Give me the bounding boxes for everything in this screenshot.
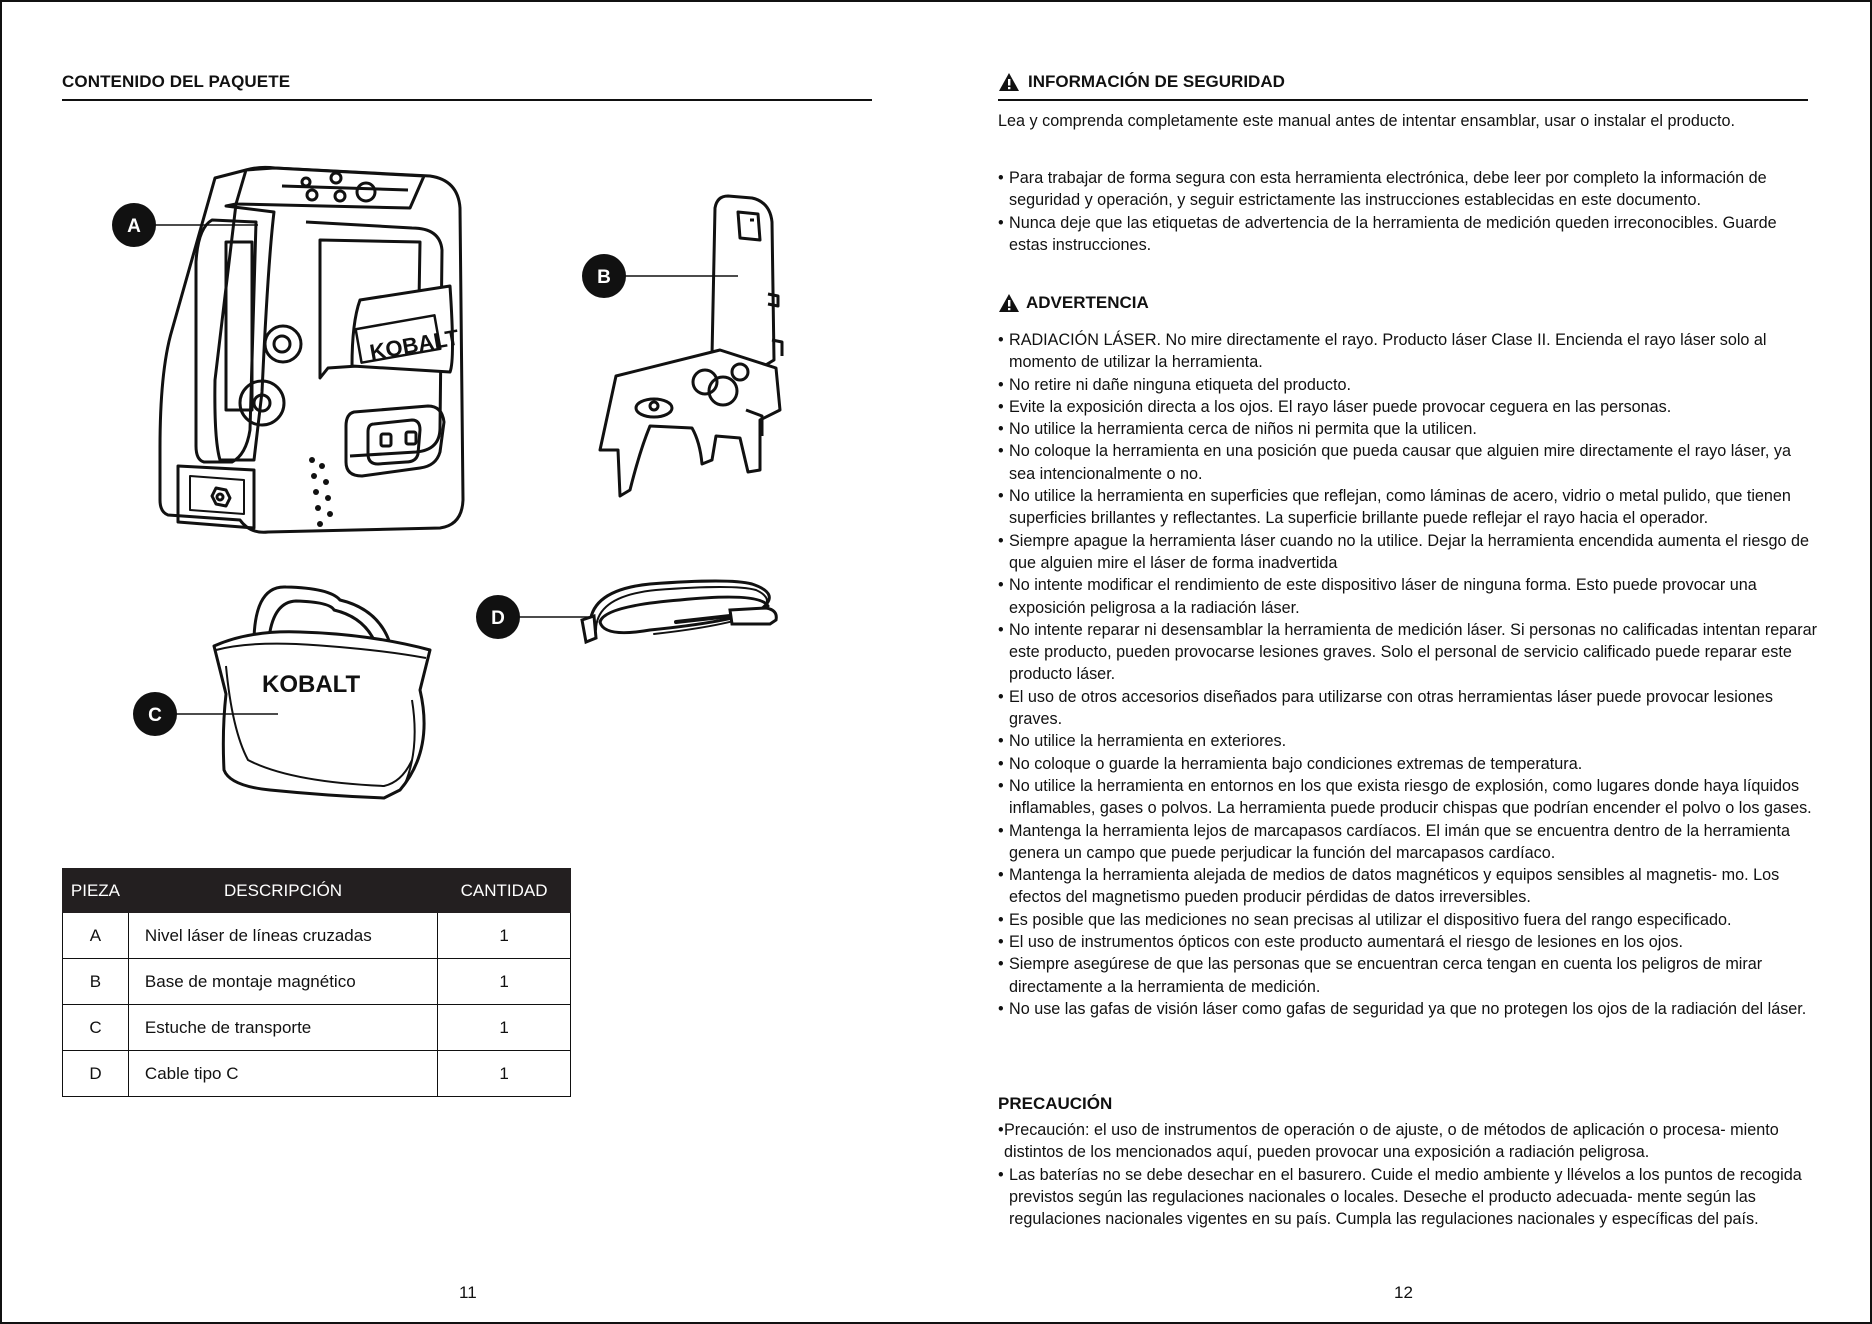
list-item: • El uso de otros accesorios diseñados para utilizarse con otras herramientas láser puede provocar lesiones graves. [998, 686, 1818, 731]
caution-list [998, 1119, 1818, 1230]
part-description: Base de montaje magnético [128, 959, 437, 1005]
list-item: • No utilice la herramienta en superficies que reflejan, como láminas de acero, vidrio o metal pulido, que tienen superficies brillantes y reflectantes. La superficie brillante puede reflejar el rayo hacia el operador. [998, 485, 1818, 530]
laser-level-drawing [160, 167, 463, 532]
intro-paragraph: Lea y comprenda completamente este manual antes de intentar ensamblar, usar o instalar el producto. [998, 112, 1735, 130]
usb-c-cable-drawing [582, 581, 776, 642]
part-quantity: 1 [438, 1051, 571, 1097]
list-item: • RADIACIÓN LÁSER. No mire directamente el rayo. Producto láser Clase II. Encienda el rayo láser solo al momento de utilizar la herramienta. [998, 329, 1818, 374]
list-item: • Siempre apague la herramienta láser cuando no la utilice. Dejar la herramienta encendida aumenta el riesgo de que alguien mire el láser de forma inadvertida [998, 530, 1818, 575]
list-item: • Mantenga la herramienta lejos de marcapasos cardíacos. El imán que se encuentra dentro de la herramienta genera un campo que puede perjudicar la función del marcapasos cardíaco. [998, 820, 1818, 865]
package-contents-heading: CONTENIDO DEL PAQUETE [62, 72, 291, 91]
list-item: • No coloque o guarde la herramienta bajo condiciones extremas de temperatura. [998, 753, 1818, 775]
callout-c [133, 692, 177, 736]
warning-list [998, 329, 1818, 1020]
part-description: Nivel láser de líneas cruzadas [128, 913, 437, 959]
warning-triangle-icon [998, 72, 1020, 92]
right-page [936, 0, 1872, 1324]
table-row [63, 913, 571, 959]
page-number-right: 12 [1394, 1283, 1413, 1302]
list-item: • No retire ni dañe ninguna etiqueta del producto. [998, 374, 1818, 396]
list-item: • No utilice la herramienta en exteriores. [998, 730, 1818, 752]
list-item: • Precaución: el uso de instrumentos de operación o de ajuste, o de métodos de aplicación o procesa- miento distintos de los mencionados aquí, pueden provocar una exposición a radiación peligrosa. [998, 1119, 1818, 1164]
svg-text:A: A [127, 216, 141, 237]
list-item: • No intente modificar el rendimiento de este dispositivo láser de ninguna forma. Esto puede provocar una exposición peligrosa a la radiación láser. [998, 574, 1818, 619]
header-description: DESCRIPCIÓN [128, 869, 437, 913]
list-item: • Las baterías no se debe desechar en el basurero. Cuide el medio ambiente y llévelos a los puntos de recogida previstos según las regulaciones nacionales o locales. Deseche el producto adecuada- mente según las regulaciones nacionales vigentes en su país. Cumpla las regulaciones nacionales y específicas del país. [998, 1164, 1818, 1231]
callout-d [476, 595, 520, 639]
part-letter: C [63, 1005, 129, 1051]
parts-table [62, 868, 571, 1097]
header-part: PIEZA [63, 869, 129, 913]
list-item: • El uso de instrumentos ópticos con este producto aumentará el riesgo de lesiones en los ojos. [998, 931, 1818, 953]
warning-triangle-icon [998, 293, 1020, 313]
svg-text:D: D [491, 608, 505, 629]
warning-heading [998, 293, 1149, 313]
safety-list [998, 167, 1818, 256]
heading-rule [998, 99, 1808, 101]
part-letter: D [63, 1051, 129, 1097]
list-item: • Para trabajar de forma segura con esta herramienta electrónica, debe leer por completo la información de seguridad y operación, y seguir estrictamente las instrucciones establecidas en este documento. [998, 167, 1818, 212]
callout-b [582, 254, 626, 298]
caution-heading: PRECAUCIÓN [998, 1094, 1113, 1113]
part-description: Estuche de transporte [128, 1005, 437, 1051]
part-letter: B [63, 959, 129, 1005]
svg-text:KOBALT: KOBALT [367, 324, 461, 365]
safety-heading-text: INFORMACIÓN DE SEGURIDAD [1028, 72, 1285, 91]
part-description: Cable tipo C [128, 1051, 437, 1097]
list-item: • Mantenga la herramienta alejada de medios de datos magnéticos y equipos sensibles al magnetis- mo. Los efectos del magnetismo pueden producir pérdidas de datos irreversibles. [998, 864, 1818, 909]
part-quantity: 1 [438, 913, 571, 959]
svg-text:B: B [597, 267, 611, 288]
list-item: • No utilice la herramienta cerca de niños ni permita que la utilicen. [998, 418, 1818, 440]
safety-heading [998, 72, 1285, 92]
part-quantity: 1 [438, 1005, 571, 1051]
table-row [63, 1005, 571, 1051]
svg-text:C: C [148, 705, 162, 726]
list-item: • Nunca deje que las etiquetas de advertencia de la herramienta de medición queden irreconocibles. Guarde estas instrucciones. [998, 212, 1818, 257]
page-number-left: 11 [459, 1283, 477, 1302]
table-row [63, 1051, 571, 1097]
carry-pouch-drawing [214, 587, 430, 798]
parts-table-header [63, 869, 571, 913]
list-item: • Evite la exposición directa a los ojos. El rayo láser puede provocar ceguera en las personas. [998, 396, 1818, 418]
heading-rule [62, 99, 872, 101]
list-item: • Siempre asegúrese de que las personas que se encuentran cerca tengan en cuenta los peligros de mirar directamente a la herramienta de medición. [998, 953, 1818, 998]
part-letter: A [63, 913, 129, 959]
table-row [63, 959, 571, 1005]
list-item: • No utilice la herramienta en entornos en los que exista riesgo de explosión, como lugares donde haya líquidos inflamables, gases o polvos. La herramienta puede producir chispas que podrían encender el polvo o los gases. [998, 775, 1818, 820]
header-quantity: CANTIDAD [438, 869, 571, 913]
list-item: • No coloque la herramienta en una posición que pueda causar que alguien mire directamente el rayo láser, ya sea intencionalmente o no. [998, 440, 1818, 485]
callout-a [112, 203, 156, 247]
svg-text:KOBALT: KOBALT [262, 671, 361, 698]
package-illustration [0, 110, 936, 830]
list-item: • No intente reparar ni desensamblar la herramienta de medición láser. Si personas no calificadas intentan reparar este producto, pueden provocarse lesiones graves. Solo el personal de servicio calificado puede reparar este producto láser. [998, 619, 1818, 686]
list-item: • No use las gafas de visión láser como gafas de seguridad ya que no protegen los ojos de la radiación del láser. [998, 998, 1818, 1020]
list-item: • Es posible que las mediciones no sean precisas al utilizar el dispositivo fuera del rango especificado. [998, 909, 1818, 931]
part-quantity: 1 [438, 959, 571, 1005]
warning-heading-text: ADVERTENCIA [1026, 293, 1149, 312]
magnetic-mount-drawing [600, 196, 782, 496]
